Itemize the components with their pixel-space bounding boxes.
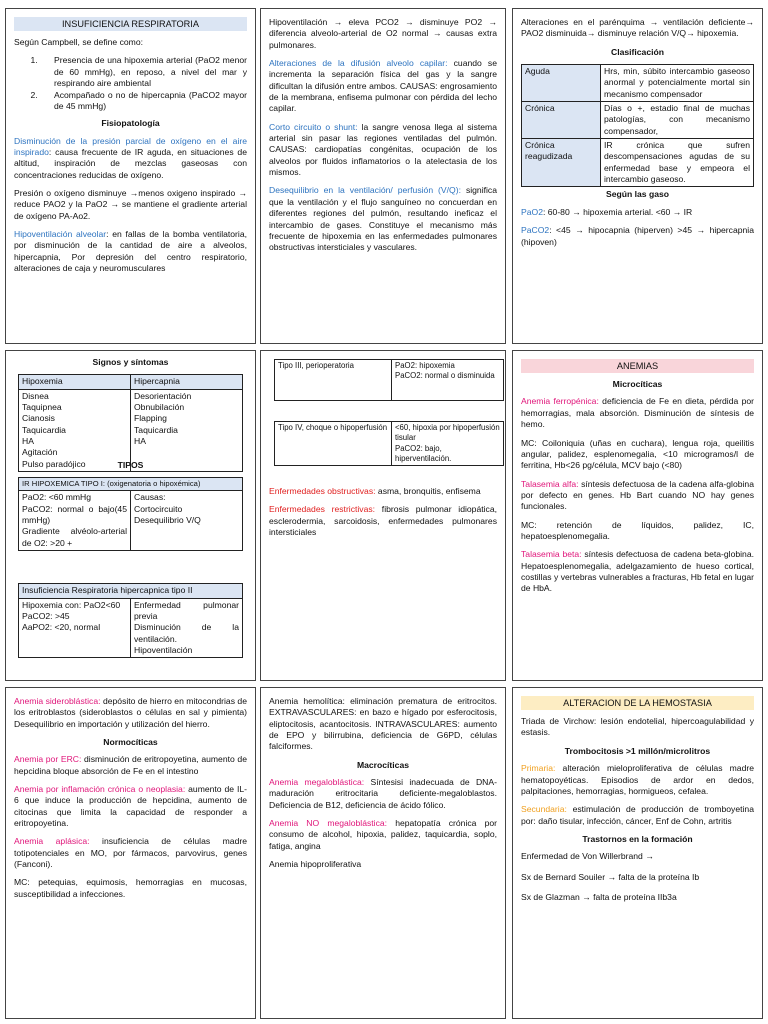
table-cell: Tipo IV, choque o hipoperfusión: [275, 422, 392, 466]
type3-table: [274, 359, 504, 401]
paragraph: MC: retención de líquidos, palidez, IC, hepatoesplenomegalia.: [521, 519, 754, 541]
card-tipos-enfermedades: [260, 350, 506, 681]
paragraph: MC: Coiloniquia (uñas en cuchara), lengua roja, queilitis angular, palidez, esplenomegalia, <10 microgramos/l de ferritina, Hb<26 pg/célula, MCV bajo (<80): [521, 437, 754, 471]
term-label: Hipoventilación alveolar: [14, 228, 107, 239]
card-signos-sintomas: [5, 350, 256, 681]
term-label: Desequilibrio en la ventilación/ perfusión (V/Q):: [269, 185, 461, 196]
paragraph: Enfermedad de Von Willerbrand →: [521, 851, 654, 862]
table-row: [522, 65, 754, 102]
card-hemostasia: [512, 687, 763, 1019]
paragraph-text: : causa frecuente de IR aguda, en situaciones de altitud, inspiración de mezclas gaseosas con concentraciones reducidas de oxígeno.: [14, 146, 247, 180]
table-header: Hipercapnia: [131, 375, 243, 389]
classification-table: [521, 64, 754, 187]
paragraph-text: : 60-80 → hipoxemia arterial. <60 → IR: [542, 206, 693, 217]
table-row: [275, 422, 504, 466]
paragraph: [14, 696, 247, 730]
term-label: Disminución de la presión parcial de oxígeno en el aire inspirado: [14, 135, 247, 157]
paragraph-text: asma, bronquitis, enfisema: [375, 486, 481, 497]
table-cell: Enfermedad pulmonar previa Disminución de la ventilación. Hipoventilación: [131, 598, 243, 658]
subsection-title: TIPOS: [117, 460, 144, 471]
term-label: Primaria:: [521, 763, 556, 774]
table-cell-value: Hrs, min, súbito intercambio gaseoso anormal y potencialmente mortal sin mecanismo compensador: [601, 65, 754, 102]
paragraph: [521, 396, 754, 430]
paragraph-text: significa que la ventilación y el flujo sanguíneo no concuerdan en diferentes regiones del pulmón, resultando ineficaz el intercambio de gases. Constituye el mecanismo más frecuente de hipoxemia en las enfermedades pulmonares obstructivas intersticiales y vasculares.: [269, 185, 497, 253]
card-anemias-normociticas: [5, 687, 256, 1019]
paragraph-text: síntesis defectuosa de la cadena alfa-globina por defecto en genes. Hb Bart cuando NO hay genes funcionales.: [521, 478, 754, 512]
paragraph-text: insuficiencia de células madre totipotenciales en MO, por fármacos, parvovirus, genes (Fanconi).: [14, 836, 247, 870]
table-cell: Disnea Taquipnea Cianosis Taquicardia HA Agitación Pulso paradójico: [19, 389, 131, 471]
table-cell-value: IR crónica que sufren descompensaciones agudas de su enfermedad base y empeora el intercambio gaseoso.: [601, 139, 754, 187]
card-clasificacion: [512, 8, 763, 344]
table-cell: PaO2: hipoxemia PaCO2: normal o disminuida: [392, 360, 504, 401]
paragraph: Alteraciones en el parénquima → ventilación deficiente→ PAO2 disminuida→ disminuye relación V/Q→ hipoxemia.: [521, 17, 754, 39]
definition-item: 2. Acompañado o no de hipercapnia (PaCO2 mayor de 45 mmHg): [40, 90, 247, 113]
paragraph: [269, 122, 497, 179]
table-header: Insuficiencia Respiratoria hipercapnica tipo II: [19, 584, 243, 598]
paragraph-text: fibrosis pulmonar idiopática, esclerodermia, sarcoidosis, enfermedades pulmonares intersticiales: [269, 504, 497, 538]
table-cell-key: Crónica: [522, 102, 601, 139]
term-label: Talasemia beta:: [521, 549, 582, 560]
paragraph: [521, 804, 754, 827]
paragraph: [269, 504, 497, 538]
paragraph: [521, 225, 754, 248]
term-label: Anemia por inflamación crónica o neoplasia:: [14, 784, 186, 795]
paragraph-text: deficiencia de Fe en dieta, pérdida por hemorragias, mala absorción. Disminución de síntesis de hemo.: [521, 396, 754, 430]
term-label: Anemia por ERC:: [14, 754, 82, 765]
paragraph-text: disminución de eritropoyetina, aumento de hepcidina bloque absorción de Fe en el intestino: [14, 754, 247, 776]
paragraph-text: cuando se incrementa la separación física del gas y la sangre dificultan la difusión entre ambos. CAUSAS: engrosamiento de la membrana, enfisema pulmonar con pérdida del lecho capilar.: [269, 58, 497, 114]
intro-text: Según Campbell, se define como:: [14, 37, 143, 48]
subsection-title: Fisiopatología: [101, 118, 160, 129]
table-header-row: [19, 375, 243, 389]
term-label: Alteraciones de la difusión alveolo capilar:: [269, 58, 448, 69]
definition-item: 1. Presencia de una hipoxemia arterial (PaO2 menor de 60 mmHg), en reposo, a nivel del mar y respirando aire ambiental: [40, 55, 247, 89]
term-label: PaO2: [521, 206, 543, 217]
term-label: Anemia ferropénica:: [521, 396, 599, 407]
paragraph: [14, 784, 247, 829]
table-header: Hipoxemia: [19, 375, 131, 389]
paragraph-text: síntesis defectuosa de cadena beta-globina. Hepatoesplenomegalia, adelgazamiento de hueso cortical, costillas y vertebras vulnerables a fracturas, Hb fetal en lugar de HbA.: [521, 549, 754, 594]
table-header-row: [19, 584, 243, 598]
term-label: Anemia NO megaloblástica:: [269, 818, 388, 829]
type4-table: [274, 421, 504, 466]
paragraph: Anemia hemolítica: eliminación prematura de eritrocitos. EXTRAVASCULARES: en bazo e hígado por esferocitosis, eliptocitosis, acantocitosis. INTRAVASCULARES: aumento de EPO y bilirrubina, deficiencia de G6PD, células falciformes.: [269, 696, 497, 752]
paragraph: Hipoventilación → eleva PCO2 → disminuye PO2 → diferencia alveolo-arterial de O2 normal → causas extra pulmonares.: [269, 17, 497, 50]
table-row: [522, 139, 754, 187]
term-label: Anemia megaloblástica:: [269, 777, 365, 788]
paragraph: [269, 58, 497, 115]
term-label: Corto circuito o shunt:: [269, 121, 358, 132]
section-header: ANEMIAS: [521, 359, 754, 373]
subsection-title: Microcíticas: [612, 379, 663, 390]
subsection-title: Clasificación: [610, 46, 664, 57]
table-cell: Hipoxemia con: PaO2<60 PaCO2: >45 AaPO2: <20, normal: [19, 598, 131, 658]
table-cell: Tipo III, perioperatoria: [275, 360, 392, 401]
paragraph: [269, 486, 497, 497]
paragraph-text: Síntesisi inadecuada de DNA-maduración eritrocitaria deficiente-megaloblastos. Deficiencia de B12, deficiencia de ácido fólico.: [269, 777, 497, 810]
paragraph: Presión o oxígeno disminuye →menos oxigeno inspirado → reduce PAO2 y la PaO2 → se mantiene el gradiente arterial de oxígeno PA-Ao2.: [14, 187, 247, 221]
paragraph: MC: petequias, equimosis, hemorragias en mucosas, susceptibilidad a infecciones.: [14, 877, 247, 899]
term-label: Enfermedades obstructivas:: [269, 486, 376, 497]
term-label: Secundaria:: [521, 804, 567, 815]
card-anemias-macrociticas: [260, 687, 506, 1019]
term-label: Talasemia alfa:: [521, 478, 579, 489]
table-row: [275, 360, 504, 401]
paragraph: Triada de Virchow: lesión endotelial, hipercoagulabilidad y estasis.: [521, 716, 754, 738]
section-header: ALTERACION DE LA HEMOSTASIA: [521, 696, 754, 710]
term-label: Anemia sideroblástica:: [14, 696, 101, 706]
type2-table: [18, 583, 243, 658]
paragraph: Anemia hipoproliferativa: [269, 859, 362, 870]
paragraph-text: depósito de hierro en mitocondrias de los eritroblastos (sideroblastos o células en sal y pimienta) Desequilibrio en importación y utilización del hierro.: [14, 696, 247, 729]
signs-table: [18, 374, 243, 472]
table-cell: PaO2: <60 mmHg PaCO2: normal o bajo(45 mmHg) Gradiente alvéolo-arterial de O2: >20 +: [19, 491, 131, 551]
paragraph: [521, 763, 754, 797]
definition-list: [14, 55, 247, 112]
paragraph: [14, 229, 247, 274]
paragraph: [14, 136, 247, 181]
paragraph: [269, 777, 497, 811]
paragraph-text: : en fallas de la bomba ventilatoria, por disminución de la cantidad de aire a alveolos, hipercapnia, Por depresión del centro respiratorio, alteraciones de caja y neuromusculares: [14, 228, 247, 273]
term-label: Anemia aplásica:: [14, 836, 90, 847]
paragraph: [269, 818, 497, 852]
subsection-title: Trastornos en la formación: [582, 833, 693, 844]
term-label: PaCO2: [521, 225, 550, 236]
paragraph: [14, 754, 247, 777]
paragraph: Sx de Glazman → falta de proteína IIb3a: [521, 891, 677, 902]
table-cell-key: Crónica reagudizada: [522, 139, 601, 187]
table-cell: Desorientación Obnubilación Flapping Taquicardia HA: [131, 389, 243, 471]
table-header-row: [19, 478, 243, 491]
paragraph-text: alteración mieloproliferativa de células madre hematopoyéticas. Episodios de ardor en dedos, palpitaciones, hemorragias, hormigueos, cefalea.: [521, 763, 754, 796]
paragraph-text: hepatopatía crónica por consumo de alcohol, hipoxia, palidez, taquicardia, soplo, fatiga, angina: [269, 818, 498, 851]
paragraph: [521, 207, 754, 218]
paragraph-text: aumento de IL-6 que induce la producción de hepcidina, aumento de citocinas que limita la capacidad de responder a eritropoyetina.: [14, 784, 247, 829]
subsection-title: Trombocitosis >1 millón/microlitros: [564, 745, 711, 756]
table-cell-value: Días o +, estadio final de muchas patologías, con mecanismo compensador,: [601, 102, 754, 139]
card-anemias: [512, 350, 763, 681]
term-label: Enfermedades restrictivas:: [269, 504, 376, 515]
paragraph-text: estimulación de producción de tromboyetina por: daño tisular, infección, cáncer, Enf de Cohn, artritis: [521, 804, 754, 826]
table-row: [19, 598, 243, 658]
subsection-title: Normocíticas: [103, 737, 158, 748]
card-insuficiencia-respiratoria: [5, 8, 256, 344]
table-cell: <60, hipoxia por hipoperfusión tisular PaCO2: bajo, hiperventilación.: [392, 422, 504, 466]
paragraph-text: : <45 → hipocapnia (hiperven) >45 → hipercapnia (hipoven): [521, 225, 754, 247]
table-row: [19, 491, 243, 551]
table-row: [522, 102, 754, 139]
paragraph: [521, 549, 754, 594]
type1-table: [18, 477, 243, 551]
paragraph: Sx de Bernard Souiler → falta de la proteína Ib: [521, 871, 700, 882]
table-cell: Causas: Cortocircuito Desequilibrio V/Q: [131, 491, 243, 551]
subsection-title: Signos y síntomas: [92, 357, 169, 367]
paragraph: [14, 836, 247, 870]
table-header: IR HIPOXEMICA TIPO I: (oxigenatoria o hipoxémica): [19, 478, 243, 491]
section-header: INSUFICIENCIA RESPIRATORIA: [14, 17, 247, 31]
table-cell-key: Aguda: [522, 65, 601, 102]
paragraph: [269, 185, 497, 253]
paragraph-text: la sangre venosa llega al sistema arterial sin pasar las regiones ventiladas del pulmón. CAUSAS: cardiopatías congénitas, ocupación de los alveolos por fluidos inflamatorios o la atelectasia de los mismos.: [269, 121, 497, 178]
card-fisiopatologia-cont: [260, 8, 506, 344]
paragraph: [521, 479, 754, 513]
subsection-title: Según las gaso: [605, 189, 670, 200]
subsection-title: Macrocíticas: [356, 759, 410, 770]
